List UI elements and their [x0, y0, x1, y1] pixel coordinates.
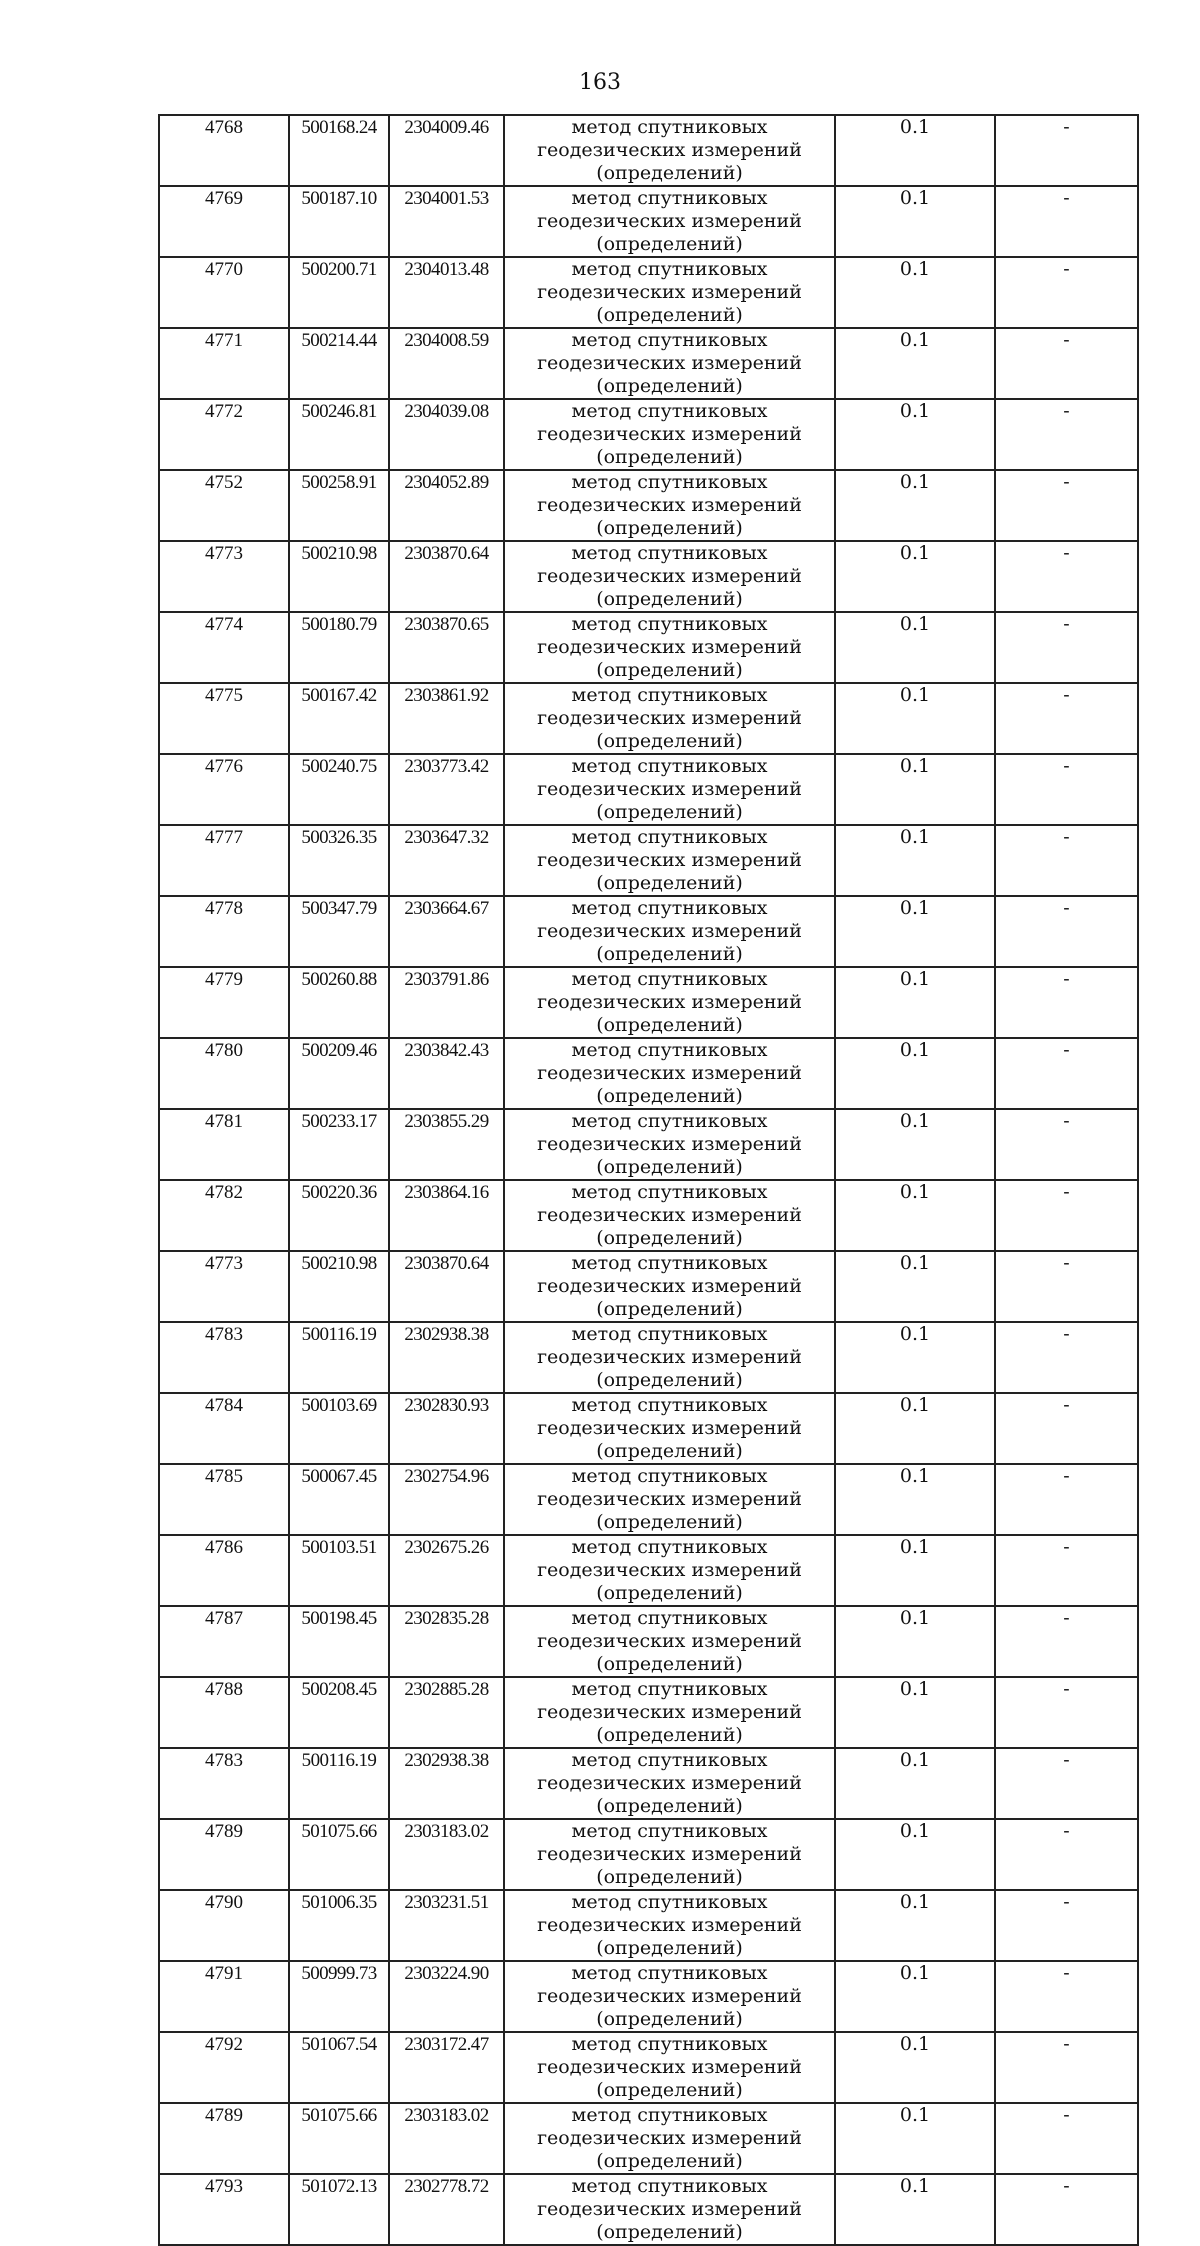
cell-note: -: [995, 2174, 1138, 2245]
table-row: [159, 1038, 1138, 1109]
cell-method: метод спутниковых геодезических измерений (определений): [504, 257, 835, 328]
cell-coord-y: 2304013.48: [389, 257, 504, 328]
cell-accuracy: 0.1: [835, 1606, 995, 1677]
table-row: [159, 186, 1138, 257]
cell-method: метод спутниковых геодезических измерений (определений): [504, 186, 835, 257]
cell-coord-y: 2303231.51: [389, 1890, 504, 1961]
cell-method: метод спутниковых геодезических измерений (определений): [504, 1251, 835, 1322]
cell-accuracy: 0.1: [835, 1961, 995, 2032]
cell-point-number: 4773: [159, 541, 289, 612]
cell-note: -: [995, 1535, 1138, 1606]
cell-method: метод спутниковых геодезических измерений (определений): [504, 754, 835, 825]
table-row: [159, 2174, 1138, 2245]
cell-accuracy: 0.1: [835, 328, 995, 399]
cell-coord-x: 500233.17: [289, 1109, 389, 1180]
cell-accuracy: 0.1: [835, 1109, 995, 1180]
cell-note: -: [995, 967, 1138, 1038]
cell-method: метод спутниковых геодезических измерений (определений): [504, 2103, 835, 2174]
cell-accuracy: 0.1: [835, 470, 995, 541]
table-row: [159, 470, 1138, 541]
cell-method: метод спутниковых геодезических измерений (определений): [504, 967, 835, 1038]
cell-note: -: [995, 257, 1138, 328]
cell-point-number: 4770: [159, 257, 289, 328]
cell-method: метод спутниковых геодезических измерений (определений): [504, 115, 835, 186]
cell-accuracy: 0.1: [835, 1677, 995, 1748]
cell-note: -: [995, 541, 1138, 612]
cell-coord-y: 2304008.59: [389, 328, 504, 399]
table-row: [159, 1393, 1138, 1464]
table-row: [159, 1535, 1138, 1606]
cell-coord-x: 500209.46: [289, 1038, 389, 1109]
cell-coord-y: 2303773.42: [389, 754, 504, 825]
cell-accuracy: 0.1: [835, 896, 995, 967]
cell-method: метод спутниковых геодезических измерений (определений): [504, 1890, 835, 1961]
cell-point-number: 4779: [159, 967, 289, 1038]
cell-note: -: [995, 1819, 1138, 1890]
table-row: [159, 683, 1138, 754]
cell-coord-y: 2303791.86: [389, 967, 504, 1038]
cell-method: метод спутниковых геодезических измерений (определений): [504, 1819, 835, 1890]
cell-coord-x: 500200.71: [289, 257, 389, 328]
cell-accuracy: 0.1: [835, 186, 995, 257]
cell-coord-x: 500180.79: [289, 612, 389, 683]
cell-coord-x: 500347.79: [289, 896, 389, 967]
table-row: [159, 1180, 1138, 1251]
cell-coord-x: 500187.10: [289, 186, 389, 257]
table-row: [159, 967, 1138, 1038]
cell-point-number: 4781: [159, 1109, 289, 1180]
cell-method: метод спутниковых геодезических измерений (определений): [504, 328, 835, 399]
cell-coord-x: 500116.19: [289, 1748, 389, 1819]
cell-coord-y: 2304001.53: [389, 186, 504, 257]
cell-coord-y: 2302830.93: [389, 1393, 504, 1464]
cell-note: -: [995, 328, 1138, 399]
cell-method: метод спутниковых геодезических измерений (определений): [504, 399, 835, 470]
cell-accuracy: 0.1: [835, 1535, 995, 1606]
cell-accuracy: 0.1: [835, 1038, 995, 1109]
cell-method: метод спутниковых геодезических измерений (определений): [504, 1322, 835, 1393]
cell-point-number: 4774: [159, 612, 289, 683]
cell-method: метод спутниковых геодезических измерений (определений): [504, 1677, 835, 1748]
cell-point-number: 4786: [159, 1535, 289, 1606]
cell-accuracy: 0.1: [835, 115, 995, 186]
cell-note: -: [995, 1251, 1138, 1322]
cell-method: метод спутниковых геодезических измерений (определений): [504, 1180, 835, 1251]
cell-point-number: 4775: [159, 683, 289, 754]
cell-coord-x: 500208.45: [289, 1677, 389, 1748]
cell-coord-y: 2303870.65: [389, 612, 504, 683]
cell-note: -: [995, 399, 1138, 470]
cell-coord-x: 500999.73: [289, 1961, 389, 2032]
coordinates-table: [158, 114, 1139, 2246]
cell-point-number: 4784: [159, 1393, 289, 1464]
table-row: [159, 1961, 1138, 2032]
cell-accuracy: 0.1: [835, 399, 995, 470]
table-row: [159, 825, 1138, 896]
cell-method: метод спутниковых геодезических измерений (определений): [504, 1535, 835, 1606]
cell-point-number: 4787: [159, 1606, 289, 1677]
cell-method: метод спутниковых геодезических измерений (определений): [504, 825, 835, 896]
cell-note: -: [995, 612, 1138, 683]
cell-method: метод спутниковых геодезических измерений (определений): [504, 541, 835, 612]
table-row: [159, 1251, 1138, 1322]
cell-coord-x: 500167.42: [289, 683, 389, 754]
cell-point-number: 4790: [159, 1890, 289, 1961]
cell-note: -: [995, 754, 1138, 825]
cell-coord-x: 500214.44: [289, 328, 389, 399]
table-row: [159, 328, 1138, 399]
cell-coord-x: 501075.66: [289, 1819, 389, 1890]
cell-coord-y: 2303183.02: [389, 1819, 504, 1890]
cell-point-number: 4771: [159, 328, 289, 399]
table-row: [159, 754, 1138, 825]
table-row: [159, 399, 1138, 470]
cell-point-number: 4792: [159, 2032, 289, 2103]
cell-accuracy: 0.1: [835, 1322, 995, 1393]
cell-note: -: [995, 115, 1138, 186]
cell-coord-x: 500326.35: [289, 825, 389, 896]
cell-accuracy: 0.1: [835, 257, 995, 328]
cell-accuracy: 0.1: [835, 1890, 995, 1961]
table-row: [159, 1748, 1138, 1819]
cell-note: -: [995, 896, 1138, 967]
table-body: [159, 115, 1138, 2245]
cell-method: метод спутниковых геодезических измерений (определений): [504, 1961, 835, 2032]
cell-coord-y: 2302885.28: [389, 1677, 504, 1748]
cell-coord-x: 500168.24: [289, 115, 389, 186]
cell-method: метод спутниковых геодезических измерений (определений): [504, 1038, 835, 1109]
cell-note: -: [995, 1322, 1138, 1393]
cell-coord-x: 500210.98: [289, 1251, 389, 1322]
table-row: [159, 1677, 1138, 1748]
cell-point-number: 4769: [159, 186, 289, 257]
cell-coord-y: 2304052.89: [389, 470, 504, 541]
table-row: [159, 1464, 1138, 1535]
cell-method: метод спутниковых геодезических измерений (определений): [504, 470, 835, 541]
cell-method: метод спутниковых геодезических измерений (определений): [504, 1606, 835, 1677]
cell-note: -: [995, 825, 1138, 896]
cell-coord-y: 2302778.72: [389, 2174, 504, 2245]
table-row: [159, 1322, 1138, 1393]
cell-method: метод спутниковых геодезических измерений (определений): [504, 2032, 835, 2103]
cell-point-number: 4789: [159, 2103, 289, 2174]
cell-method: метод спутниковых геодезических измерений (определений): [504, 1109, 835, 1180]
cell-coord-x: 501067.54: [289, 2032, 389, 2103]
cell-accuracy: 0.1: [835, 825, 995, 896]
cell-note: -: [995, 1109, 1138, 1180]
cell-point-number: 4782: [159, 1180, 289, 1251]
cell-coord-y: 2303664.67: [389, 896, 504, 967]
cell-note: -: [995, 2032, 1138, 2103]
cell-point-number: 4783: [159, 1322, 289, 1393]
cell-coord-y: 2304009.46: [389, 115, 504, 186]
cell-accuracy: 0.1: [835, 1180, 995, 1251]
cell-point-number: 4776: [159, 754, 289, 825]
cell-note: -: [995, 186, 1138, 257]
cell-accuracy: 0.1: [835, 2174, 995, 2245]
cell-coord-y: 2302938.38: [389, 1748, 504, 1819]
cell-note: -: [995, 1464, 1138, 1535]
cell-point-number: 4773: [159, 1251, 289, 1322]
cell-coord-y: 2303172.47: [389, 2032, 504, 2103]
cell-method: метод спутниковых геодезических измерений (определений): [504, 612, 835, 683]
cell-accuracy: 0.1: [835, 1251, 995, 1322]
cell-accuracy: 0.1: [835, 1748, 995, 1819]
cell-coord-y: 2303183.02: [389, 2103, 504, 2174]
cell-coord-x: 500198.45: [289, 1606, 389, 1677]
cell-note: -: [995, 1748, 1138, 1819]
cell-coord-y: 2304039.08: [389, 399, 504, 470]
table-row: [159, 1109, 1138, 1180]
cell-note: -: [995, 1180, 1138, 1251]
cell-coord-y: 2303861.92: [389, 683, 504, 754]
cell-point-number: 4783: [159, 1748, 289, 1819]
cell-coord-x: 500067.45: [289, 1464, 389, 1535]
cell-method: метод спутниковых геодезических измерений (определений): [504, 683, 835, 754]
cell-accuracy: 0.1: [835, 1393, 995, 1464]
cell-coord-x: 501072.13: [289, 2174, 389, 2245]
cell-coord-x: 500260.88: [289, 967, 389, 1038]
cell-note: -: [995, 1606, 1138, 1677]
cell-accuracy: 0.1: [835, 2032, 995, 2103]
table-row: [159, 115, 1138, 186]
cell-accuracy: 0.1: [835, 754, 995, 825]
cell-note: -: [995, 1677, 1138, 1748]
cell-accuracy: 0.1: [835, 967, 995, 1038]
cell-point-number: 4752: [159, 470, 289, 541]
cell-point-number: 4785: [159, 1464, 289, 1535]
cell-note: -: [995, 470, 1138, 541]
cell-coord-y: 2303864.16: [389, 1180, 504, 1251]
cell-accuracy: 0.1: [835, 1464, 995, 1535]
cell-coord-y: 2303647.32: [389, 825, 504, 896]
cell-coord-x: 500210.98: [289, 541, 389, 612]
cell-coord-y: 2302754.96: [389, 1464, 504, 1535]
cell-method: метод спутниковых геодезических измерений (определений): [504, 2174, 835, 2245]
cell-coord-y: 2302938.38: [389, 1322, 504, 1393]
cell-coord-x: 500103.69: [289, 1393, 389, 1464]
cell-note: -: [995, 1038, 1138, 1109]
cell-method: метод спутниковых геодезических измерений (определений): [504, 1393, 835, 1464]
cell-note: -: [995, 683, 1138, 754]
cell-coord-x: 500103.51: [289, 1535, 389, 1606]
table-row: [159, 2103, 1138, 2174]
cell-coord-y: 2303855.29: [389, 1109, 504, 1180]
cell-coord-x: 501006.35: [289, 1890, 389, 1961]
table-row: [159, 257, 1138, 328]
cell-coord-y: 2303870.64: [389, 1251, 504, 1322]
cell-point-number: 4772: [159, 399, 289, 470]
cell-coord-y: 2302835.28: [389, 1606, 504, 1677]
cell-method: метод спутниковых геодезических измерений (определений): [504, 1748, 835, 1819]
cell-point-number: 4777: [159, 825, 289, 896]
cell-coord-y: 2303870.64: [389, 541, 504, 612]
cell-coord-x: 500258.91: [289, 470, 389, 541]
cell-point-number: 4788: [159, 1677, 289, 1748]
cell-point-number: 4789: [159, 1819, 289, 1890]
page-number: 163: [579, 70, 621, 95]
cell-point-number: 4780: [159, 1038, 289, 1109]
table-row: [159, 1819, 1138, 1890]
table-row: [159, 612, 1138, 683]
cell-point-number: 4791: [159, 1961, 289, 2032]
table-row: [159, 1606, 1138, 1677]
cell-note: -: [995, 1393, 1138, 1464]
cell-coord-x: 501075.66: [289, 2103, 389, 2174]
table-row: [159, 1890, 1138, 1961]
cell-coord-x: 500116.19: [289, 1322, 389, 1393]
cell-note: -: [995, 1961, 1138, 2032]
cell-coord-x: 500220.36: [289, 1180, 389, 1251]
cell-coord-x: 500246.81: [289, 399, 389, 470]
cell-coord-y: 2303224.90: [389, 1961, 504, 2032]
cell-point-number: 4793: [159, 2174, 289, 2245]
cell-point-number: 4778: [159, 896, 289, 967]
cell-accuracy: 0.1: [835, 2103, 995, 2174]
table-row: [159, 896, 1138, 967]
cell-note: -: [995, 1890, 1138, 1961]
cell-accuracy: 0.1: [835, 612, 995, 683]
cell-coord-x: 500240.75: [289, 754, 389, 825]
cell-method: метод спутниковых геодезических измерений (определений): [504, 1464, 835, 1535]
cell-point-number: 4768: [159, 115, 289, 186]
table-row: [159, 2032, 1138, 2103]
cell-method: метод спутниковых геодезических измерений (определений): [504, 896, 835, 967]
cell-accuracy: 0.1: [835, 683, 995, 754]
cell-note: -: [995, 2103, 1138, 2174]
table-row: [159, 541, 1138, 612]
cell-accuracy: 0.1: [835, 541, 995, 612]
cell-accuracy: 0.1: [835, 1819, 995, 1890]
cell-coord-y: 2303842.43: [389, 1038, 504, 1109]
cell-coord-y: 2302675.26: [389, 1535, 504, 1606]
